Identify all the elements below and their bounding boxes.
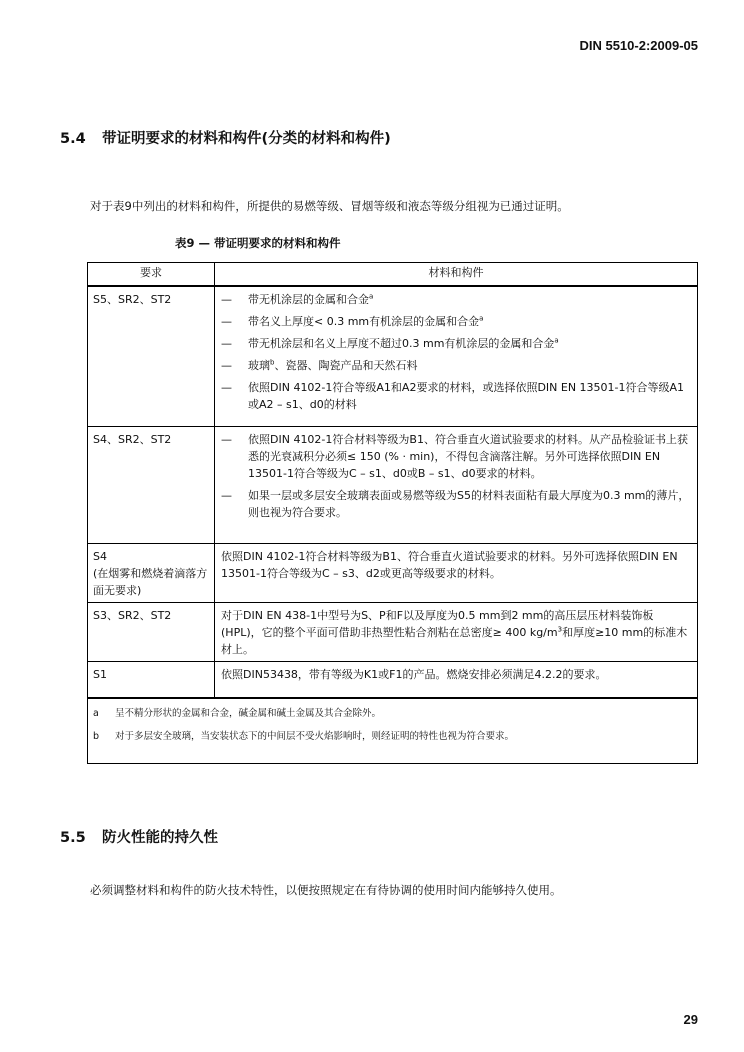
list-item: — 带无机涂层和名义上厚度不超过0.3 mm有机涂层的金属和合金$^a$ <box>221 336 559 350</box>
table-row <box>88 661 698 698</box>
table-row <box>88 543 698 602</box>
table-notes-row <box>88 698 698 764</box>
header-materials: 材料和构件 <box>215 263 698 287</box>
list-item: — 依照DIN 4102-1符合等级A1和A2要求的材料，或选择依照DIN EN 13501-1符合等级A1或A2 – s1、d0的材料 <box>221 381 685 411</box>
list-item: — 带名义上厚度< 0.3 mm有机涂层的金属和合金$^a$ <box>221 314 484 328</box>
table-row <box>88 286 698 426</box>
list-item: — 带无机涂层的金属和合金$^a$ <box>221 292 374 306</box>
section-number: 5.5 <box>60 830 86 846</box>
table-title: 表9 — 带证明要求的材料和构件 <box>175 236 341 250</box>
footnote: a 呈不精分形状的金属和合金，碱金属和碱土金属及其合金除外。 <box>93 708 382 719</box>
row-requirement: S1 <box>88 661 215 698</box>
footnote: b 对于多层安全玻璃，当安装状态下的中间层不受火焰影响时，则经证明的特性也视为符合要求。 <box>93 731 515 742</box>
row-materials: 依照DIN 4102-1符合材料等级为B1、符合垂直火道试验要求的材料。另外可选择依照DIN EN 13501-1符合等级为C – s3、d2或更高等级要求的材料。 <box>215 543 698 602</box>
table-row <box>88 602 698 661</box>
section-paragraph: 必须调整材料和构件的防火技术特性，以便按照规定在有待协调的使用时间内能够持久使用。 <box>90 883 562 897</box>
row-requirement: S4 (在烟雾和燃烧着滴落方面无要求) <box>88 543 215 602</box>
row-requirement: S3、SR2、ST2 <box>88 602 215 661</box>
section-heading-5-5 <box>60 826 218 847</box>
list-item: — 如果一层或多层安全玻璃表面或易燃等级为S5的材料表面粘有最大厚度为0.3 mm的薄片，则也视为符合要求。 <box>221 488 690 519</box>
header-requirement: 要求 <box>88 263 215 287</box>
list-item: — 玻璃$^b$、瓷器、陶瓷产品和天然石料 <box>221 358 418 372</box>
section-title: 防火性能的持久性 <box>102 830 218 846</box>
section-number: 5.4 <box>60 131 86 147</box>
document-id: DIN 5510-2:2009-05 <box>579 38 698 53</box>
section-paragraph: 对于表9中列出的材料和构件，所提供的易燃等级、冒烟等级和液态等级分组视为已通过证明。 <box>90 199 569 213</box>
table-header-row <box>88 263 698 287</box>
page-number: 29 <box>683 1012 698 1027</box>
section-title: 带证明要求的材料和构件(分类的材料和构件) <box>102 131 391 147</box>
row-materials: 对于DIN EN 438-1中型号为S、P和F以及厚度为0.5 mm到2 mm的高压层压材料装饰板(HPL)，它的整个平面可借助非热塑性粘合剂粘在总密度≥ 400 $kg/m^3$和厚度≥10 mm的标准木材上。 <box>215 602 698 661</box>
row-requirement: S4、SR2、ST2 <box>88 426 215 543</box>
list-item: — 依照DIN 4102-1符合材料等级为B1、符合垂直火道试验要求的材料。从产品检验证书上获悉的光衰减积分必须≤ 150 (% · min)，不得包含滴落注解。另外可选择依照DIN EN 13501-1符合等级为C – s1、d0或B – s1、d0要求的材料。 <box>221 432 688 480</box>
row-materials <box>215 286 698 426</box>
row-materials <box>215 426 698 543</box>
section-heading-5-4 <box>60 127 391 148</box>
row-requirement: S5、SR2、ST2 <box>88 286 215 426</box>
requirements-table <box>87 262 698 764</box>
table-notes <box>88 698 698 764</box>
requirement-note: (在烟雾和燃烧着滴落方面无要求) <box>93 566 208 597</box>
row-materials: 依照DIN53438，带有等级为K1或F1的产品。燃烧安排必须满足4.2.2的要求。 <box>215 661 698 698</box>
table-row <box>88 426 698 543</box>
